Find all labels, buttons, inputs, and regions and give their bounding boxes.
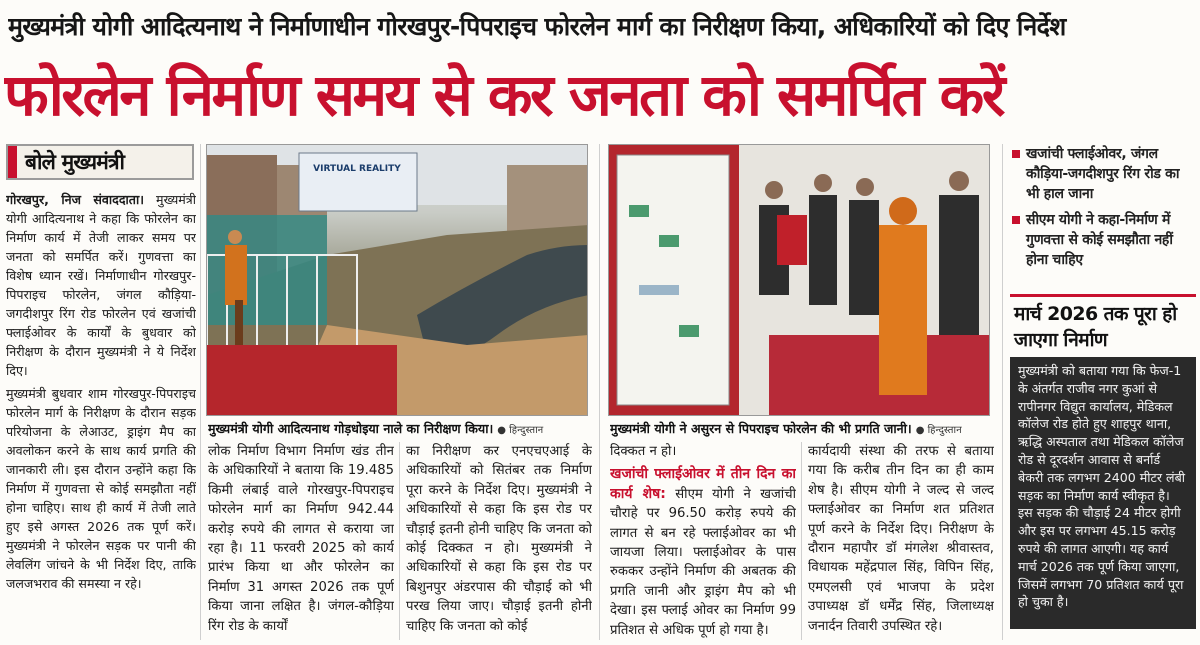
photo-credit: ● हिन्दुस्तान — [915, 425, 962, 436]
kicker-headline: मुख्यमंत्री योगी आदित्यनाथ ने निर्माणाधीन गोरखपुर-पिपराइच फोरलेन मार्ग का निरीक्षण किया, अधिकारियों को दिए निर्देश — [8, 12, 1066, 41]
paragraph: दिक्कत न हो। — [610, 444, 677, 459]
photo-illustration — [207, 145, 588, 416]
sidebar-heading: मार्च 2026 तक पूरा हो जाएगा निर्माण — [1014, 303, 1177, 351]
article-column-left — [6, 190, 196, 640]
bullet-item — [1012, 144, 1196, 204]
article-column-5: कार्यदायी संस्था की तरफ से बताया गया कि करीब तीन दिन का ही काम शेष है। सीएम योगी ने जल्द से जल्द फ्लाईओवर का निर्माण शत प्रतिशत पूर्ण करने के निर्देश दिए। निरीक्षण के दौरान महापौर डॉ मंगलेश श्रीवास्तव, विधायक महेंद्रपाल सिंह, विपिन सिंह, एमएलसी एवं भाजपा के प्रदेश उपाध्यक्ष डॉ धर्मेंद्र सिंह, जिलाध्यक्ष जनार्दन तिवारी उपस्थित रहे। — [808, 444, 994, 634]
label-accent-bar — [8, 146, 17, 178]
column-rule — [200, 144, 201, 640]
dateline: गोरखपुर, निज संवाददाता। — [6, 192, 144, 207]
column-rule — [599, 144, 600, 640]
sidebar-box — [1010, 294, 1196, 640]
bullet-square-icon — [1012, 150, 1020, 158]
caption-text: मुख्यमंत्री योगी आदित्यनाथ गोड़धोइया नाले का निरीक्षण किया। — [208, 421, 494, 436]
caption-text: मुख्यमंत्री योगी ने असुरन से पिपराइच फोरलेन की भी प्रगति जानी। — [610, 421, 912, 436]
article-column-4 — [610, 442, 796, 642]
photo2-caption — [610, 420, 990, 440]
photo-illustration — [609, 145, 990, 416]
paragraph: सीएम योगी ने खजांची चौराहे पर 96.50 करोड़ रुपये की लागत से बन रहे फ्लाईओवर का भी जायजा लिया। फ्लाईओवर के पास रुककर उन्होंने निर्माण की अबतक की प्रगति जानी और ड्राइंग मैप को भी देखा। इस फ्लाई ओवर का निर्माण 99 प्रतिशत से अधिक पूर्ण हो गया है। — [610, 486, 796, 638]
column-rule — [1002, 144, 1003, 640]
bullet-text: सीएम योगी ने कहा-निर्माण में गुणवत्ता से कोई समझौता नहीं होना चाहिए — [1026, 212, 1173, 268]
paragraph: मुख्यमंत्री योगी आदित्यनाथ ने कहा कि फोरलेन का निर्माण कार्य में तेजी लाकर समय पर जनता को समर्पित करें। गुणवत्ता का विशेष ध्यान रखें। निर्माणाधीन गोरखपुर-पिपराइच फोरलेन, जंगल कौड़िया-जगदीशपुर रिंग रोड फोरलेन एवं खजांची फ्लाईओवर के कार्यों के बुधवार को निरीक्षण के दौरान मुख्यमंत्री ने ये निर्देश दिए। — [6, 192, 196, 378]
highlight-bullets — [1012, 144, 1196, 276]
article-column-2: लोक निर्माण विभाग निर्माण खंड तीन के अधिकारियों ने बताया कि 19.485 किमी लंबाई वाले गोरखपुर-पिपराइच फोरलेन मार्ग का निर्माण 942.44 करोड़ रुपये की लागत से कराया जा रहा है। 11 फरवरी 2025 को कार्य प्रारंभ किया था और फोरलेन का निर्माण 31 अगस्त 2026 तक पूर्ण किया जाना लक्षित है। जंगल-कौड़िया रिंग रोड के कार्यों — [208, 444, 394, 634]
section-label — [6, 144, 194, 180]
column-rule — [399, 442, 400, 640]
sidebar-body: मुख्यमंत्री को बताया गया कि फेज-1 के अंतर्गत राजीव नगर कुआं से रापीनगर विद्युत कार्यालय, मेडिकल कॉलेज रोड होते हुए शाहपुर थाना, ऋद्धि अस्पताल तथा मेडिकल कॉलेज रोड से दूरदर्शन आवास से बर्नार्ड बेकरी तक लगभग 2400 मीटर लंबी सड़क का निर्माण कार्य स्वीकृत है। इस सड़क की चौड़ाई 24 मीटर होगी और इस पर लगभग 45.15 करोड़ रुपये की लागत आएगी। यह कार्य मार्च 2026 तक पूर्ण किया जाएगा, जिसमें लगभग 70 प्रतिशत कार्य पूरा हो चुका है। — [1010, 357, 1196, 629]
photo-credit: ● हिन्दुस्तान — [497, 425, 544, 436]
subheading-flyover: खजांची फ्लाईओवर में तीन दिन का कार्य शेष: — [610, 466, 796, 502]
photo1-caption — [208, 420, 588, 440]
bullet-square-icon — [1012, 216, 1020, 224]
paragraph: मुख्यमंत्री बुधवार शाम गोरखपुर-पिपराइच फोरलेन मार्ग के निरीक्षण के दौरान सड़क परियोजना के लेआउट, ड्राइंग मैप का अवलोकन करने के साथ कार्य प्रगति की जानकारी ली। इस दौरान उन्होंने कहा कि निर्माण में गुणवत्ता से कोई समझौता नहीं होना चाहिए। साथ ही कार्य में तेजी लाते हुए इसे अगस्त 2026 तक पूर्ण करें। मुख्यमंत्री ने फोरलेन सड़क पर पानी की लेवलिंग जांचने के भी निर्देश दिए, ताकि जलजभराव की समस्या न रहे। — [6, 386, 196, 591]
bullet-item — [1012, 210, 1196, 270]
billboard-text: VIRTUAL REALITY — [313, 164, 401, 174]
article-column-3: का निरीक्षण कर एनएचएआई के अधिकारियों को सितंबर तक निर्माण पूरा करने के निर्देश दिए। मुख्यमंत्री ने अधिकारियों से कहा कि इस रोड पर चौड़ाई इतनी होनी चाहिए कि जनता को कोई दिक्कत न हो। मुख्यमंत्री ने अधिकारियों से कहा कि इस रोड पर बिशुनपुर अंडरपास की चौड़ाई को भी परख लिया जाए। चौड़ाई इतनी होनी चाहिए कि जनता को कोई — [406, 444, 592, 634]
section-label-text: बोले मुख्यमंत्री — [25, 150, 125, 174]
bullet-text: खजांची फ्लाईओवर, जंगल कौड़िया-जगदीशपुर रिंग रोड का भी हाल जाना — [1026, 146, 1180, 202]
photo-map-review — [608, 144, 990, 416]
column-rule — [801, 442, 802, 640]
main-headline: फोरलेन निर्माण समय से कर जनता को समर्पित करें — [4, 61, 1003, 129]
photo-nala-inspection — [206, 144, 588, 416]
